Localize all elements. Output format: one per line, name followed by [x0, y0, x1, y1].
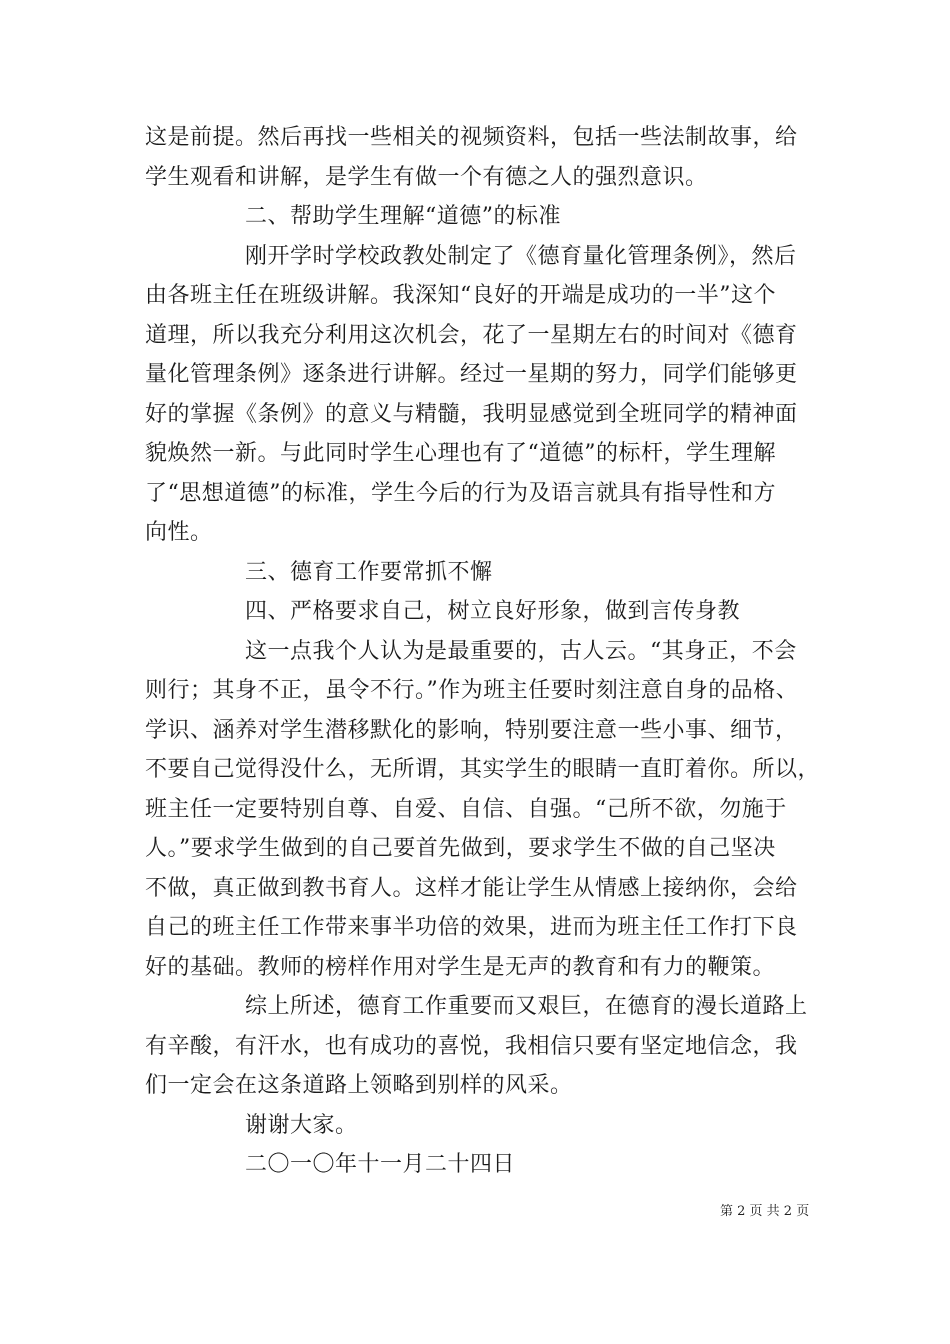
text-line: 综上所述，德育工作重要而又艰巨，在德育的漫长道路上 [245, 994, 808, 1019]
document-body [145, 118, 821, 1185]
closing-line: 谢谢大家。 [245, 1112, 358, 1138]
text-line: 量化管理条例》逐条进行讲解。经过一星期的努力，同学们能够更 [145, 362, 798, 387]
section-heading: 二、帮助学生理解“道德”的标准 [245, 204, 561, 229]
text-line: 了“思想道德”的标准，学生今后的行为及语言就具有指导性和方 [145, 480, 776, 506]
text-line: 貌焕然一新。与此同时学生心理也有了“道德”的标杆，学生理解 [145, 441, 776, 466]
text-line: 好的基础。教师的榜样作用对学生是无声的教育和有力的鞭策。 [145, 954, 776, 980]
text-line: 这是前提。然后再找一些相关的视频资料，包括一些法制故事，给 [145, 125, 798, 150]
text-line: 刚开学时学校政教处制定了《德育量化管理条例》，然后 [245, 243, 797, 269]
text-line: 则行；其身不正，虽令不行。”作为班主任要时刻注意自身的品格、 [145, 678, 799, 703]
text-line: 向性。 [145, 520, 213, 545]
page-number-footer: 第 2 页 共 2 页 [720, 1204, 810, 1219]
text-line: 由各班主任在班级讲解。我深知“良好的开端是成功的一半”这个 [145, 283, 776, 308]
text-line: 道理，所以我充分利用这次机会，花了一星期左右的时间对《德育 [145, 322, 798, 348]
text-line: 人。”要求学生做到的自己要首先做到，要求学生不做的自己坚决 [145, 836, 776, 861]
text-line: 班主任一定要特别自尊、自爱、自信、自强。“己所不欲，勿施于 [145, 796, 787, 822]
text-line: 们一定会在这条道路上领略到别样的风采。 [145, 1073, 573, 1098]
text-line: 自己的班主任工作带来事半功倍的效果，进而为班主任工作打下良 [145, 915, 798, 940]
text-line: 学生观看和讲解，是学生有做一个有德之人的强烈意识。 [145, 164, 708, 190]
text-line: 好的掌握《条例》的意义与精髓，我明显感觉到全班同学的精神面 [145, 401, 798, 427]
date-line: 二〇一〇年十一月二十四日 [245, 1152, 516, 1177]
text-line: 有辛酸，有汗水，也有成功的喜悦，我相信只要有坚定地信念，我 [145, 1033, 798, 1059]
text-line: 不做，真正做到教书育人。这样才能让学生从情感上接纳你，会给 [145, 875, 798, 901]
section-heading: 三、德育工作要常抓不懈 [245, 559, 493, 585]
text-line: 学识、涵养对学生潜移默化的影响，特别要注意一些小事、细节， [145, 717, 798, 743]
text-line: 不要自己觉得没什么，无所谓，其实学生的眼睛一直盯着你。所以， [145, 757, 821, 782]
text-line: 这一点我个人认为是最重要的，古人云。“其身正，不会 [245, 638, 797, 664]
section-heading: 四、严格要求自己，树立良好形象，做到言传身教 [245, 599, 741, 624]
